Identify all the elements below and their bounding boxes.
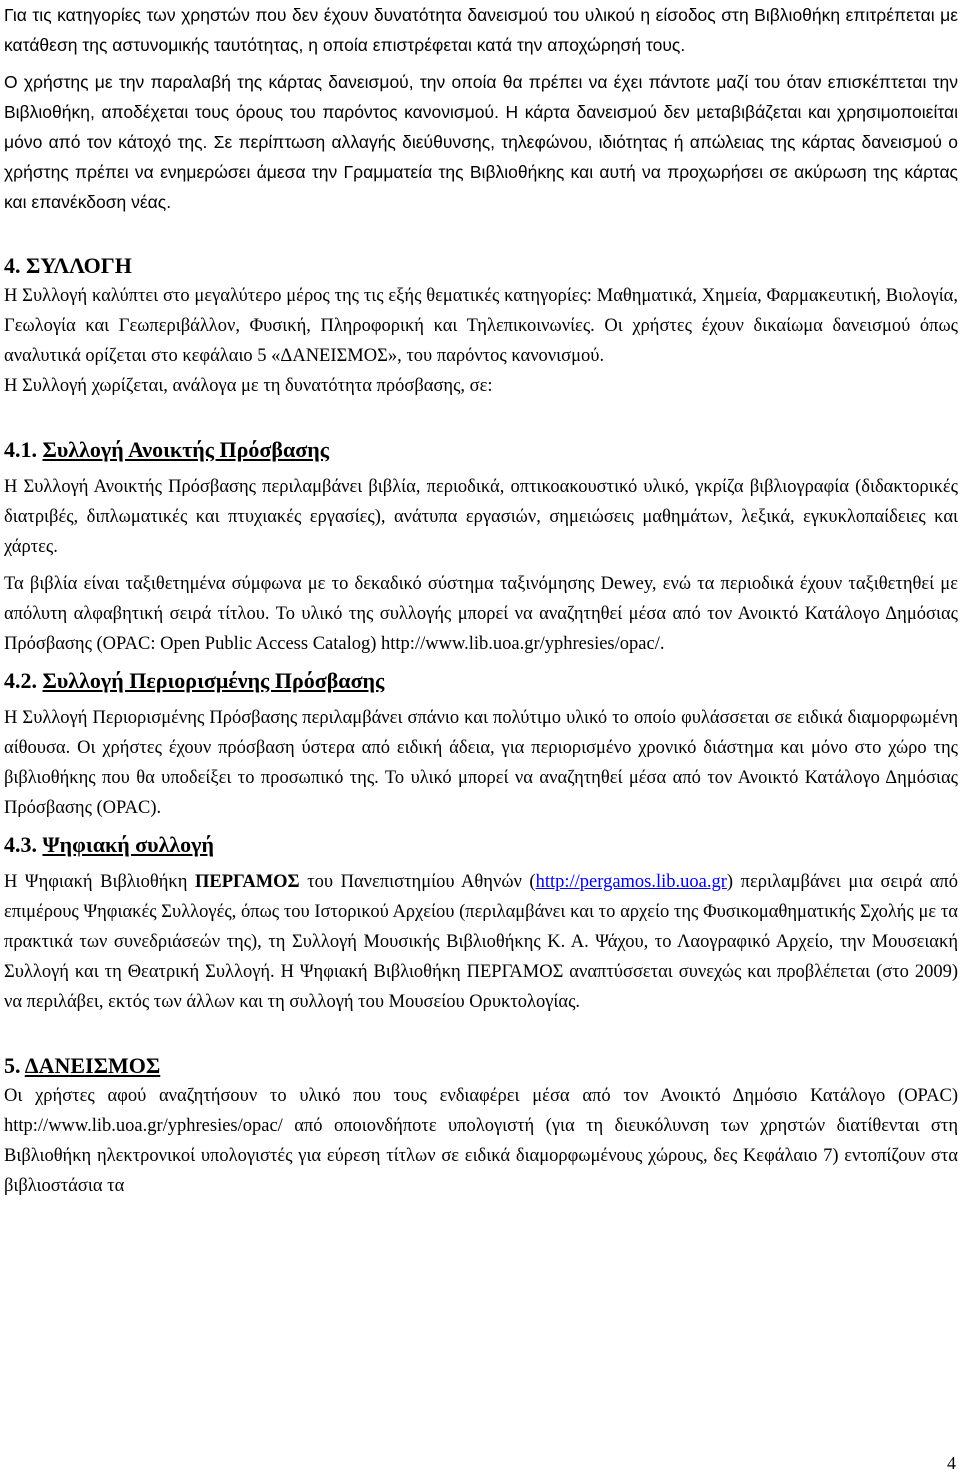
paragraph-collection-scope: Η Συλλογή καλύπτει στο μεγαλύτερο μέρος της τις εξής θεματικές κατηγορίες: Μαθηματικά, Χημεία, Φαρμακευτική, Βιολογία, Γεωλογία και Γεωπεριβάλλον, Φυσική, Πληροφορική και Τηλεπικοινωνίες. Οι χρήστες έχουν δικαίωμα δανεισμού όπως αναλυτικά ορίζεται στο κεφάλαιο 5 «ΔΑΝΕΙΣΜΟΣ», του παρόντος κανονισμού. — [4, 286, 958, 366]
pergamos-link[interactable]: http://pergamos.lib.uoa.gr — [535, 872, 727, 892]
section-number: 5. — [4, 1053, 21, 1078]
paragraph-open-access-dewey: Τα βιβλία είναι ταξιθετημένα σύμφωνα με το δεκαδικό σύστημα ταξινόμησης Dewey, ενώ τα περιοδικά έχουν ταξιθετηθεί με απόλυτη αλφαβητική σειρά τίτλου. Το υλικό της συλλογής μπορεί να αναζητηθεί μέσα από τον Ανοικτό Κατάλογο Δημόσιας Πρόσβασης (OPAC: Open Public Access Catalog) http://www.lib.uoa.gr/yphresies/opac/. — [4, 574, 958, 654]
pergamos-name: ΠΕΡΓΑΜΟΣ — [194, 872, 300, 892]
text-run: Η Ψηφιακή Βιβλιοθήκη — [4, 872, 195, 892]
section-number: 4.3. — [4, 832, 37, 857]
section-title: Συλλογή Ανοικτής Πρόσβασης — [42, 437, 329, 462]
section-heading-digital-collection — [4, 830, 958, 860]
section-heading-restricted-access — [4, 666, 958, 696]
paragraph-restricted-access: Η Συλλογή Περιορισμένης Πρόσβασης περιλαμβάνει σπάνιο και πολύτιμο υλικό το οποίο φυλάσσεται σε ειδικά διαμορφωμένη αίθουσα. Οι χρήστες έχουν πρόσβαση ύστερα από ειδική άδεια, για περιορισμένο χρονικό διάστημα και μόνο στο χώρο της βιβλιοθήκης που θα υποδείξει το προσωπικό της. Το υλικό μπορεί να αναζητηθεί μέσα από τον Ανοικτό Κατάλογο Δημόσιας Πρόσβασης (OPAC). — [4, 708, 958, 818]
paragraph-open-access-content: Η Συλλογή Ανοικτής Πρόσβασης περιλαμβάνει βιβλία, περιοδικά, οπτικοακουστικό υλικό, γκρίζα βιβλιογραφία (διδακτορικές διατριβές, διπλωματικές και πτυχιακές εργασίες), ανάτυπα εργασιών, σημειώσεις μαθημάτων, λεξικά, εγκυκλοπαίδειες και χάρτες. — [4, 477, 958, 557]
paragraph-collection-division: Η Συλλογή χωρίζεται, ανάλογα με τη δυνατότητα πρόσβασης, σε: — [4, 376, 493, 396]
paragraph-loan-card: Ο χρήστης με την παραλαβή της κάρτας δανεισμού, την οποία θα πρέπει να έχει πάντοτε μαζί του όταν επισκέπτεται την Βιβλιοθήκη, αποδέχεται τους όρους του παρόντος κανονισμού. Η κάρτα δανεισμού δεν μεταβιβάζεται και χρησιμοποιείται μόνο από τον κάτοχό της. Σε περίπτωση αλλαγής διεύθυνσης, τηλεφώνου, ιδιότητας ή απώλειας της κάρτας δανεισμού ο χρήστης πρέπει να ενημερώσει άμεσα την Γραμματεία της Βιβλιοθήκης και αυτή να προχωρήσει σε ακύρωση της κάρτας και επανέκδοση νέας. — [4, 72, 958, 212]
section-heading-collection: 4. ΣΥΛΛΟΓΗ — [4, 253, 132, 278]
text-run: ) περιλαμβάνει μια σειρά από επιμέρους Ψηφιακές Συλλογές, όπως του Ιστορικού Αρχείου (περιλαμβάνει και το αρχείο της Φυσικομαθηματικής Σχολής με τα πρακτικά των συνεδριάσεών της), τη Συλλογή Μουσικής Βιβλιοθήκης Κ. Α. Ψάχου, το Λαογραφικό Αρχείο, την Μουσειακή Συλλογή και τη Θεατρική Συλλογή. Η Ψηφιακή Βιβλιοθήκη ΠΕΡΓΑΜΟΣ αναπτύσσεται συνεχώς και προβλέπεται (στο 2009) να περιλάβει, εκτός των άλλων και τη συλλογή του Μουσείου Ορυκτολογίας. — [4, 872, 958, 1012]
section-title: Συλλογή Περιορισμένης Πρόσβασης — [42, 668, 385, 693]
section-number: 4.1. — [4, 437, 37, 462]
paragraph-loans: Οι χρήστες αφού αναζητήσουν το υλικό που τους ενδιαφέρει μέσα από τον Ανοικτό Δημόσιο Κατάλογο (OPAC) http://www.lib.uoa.gr/yphresies/opac/ από οποιονδήποτε υπολογιστή (για τη διευκόλυνση των χρηστών διατίθενται στη Βιβλιοθήκη ηλεκτρονικοί υπολογιστές για εύρεση τίτλων σε ειδικά διαμορφωμένους χώρους, δες Κεφάλαιο 7) εντοπίζουν στα βιβλιοστάσια τα — [4, 1086, 958, 1196]
paragraph-digital-collection — [4, 867, 958, 1017]
section-heading-loans — [4, 1051, 958, 1081]
section-title: ΔΑΝΕΙΣΜΟΣ — [24, 1053, 161, 1078]
section-title: Ψηφιακή συλλογή — [42, 832, 214, 857]
page-number: 4 — [947, 1453, 956, 1473]
section-number: 4.2. — [4, 668, 37, 693]
text-run: του Πανεπιστημίου Αθηνών ( — [299, 872, 536, 892]
paragraph-id-deposit: Για τις κατηγορίες των χρηστών που δεν έχουν δυνατότητα δανεισμού του υλικού η είσοδος στη Βιβλιοθήκη επιτρέπεται με κατάθεση της αστυνομικής ταυτότητας, η οποία επιστρέφεται κατά την αποχώρησή τους. — [4, 5, 958, 55]
section-heading-open-access — [4, 435, 958, 465]
